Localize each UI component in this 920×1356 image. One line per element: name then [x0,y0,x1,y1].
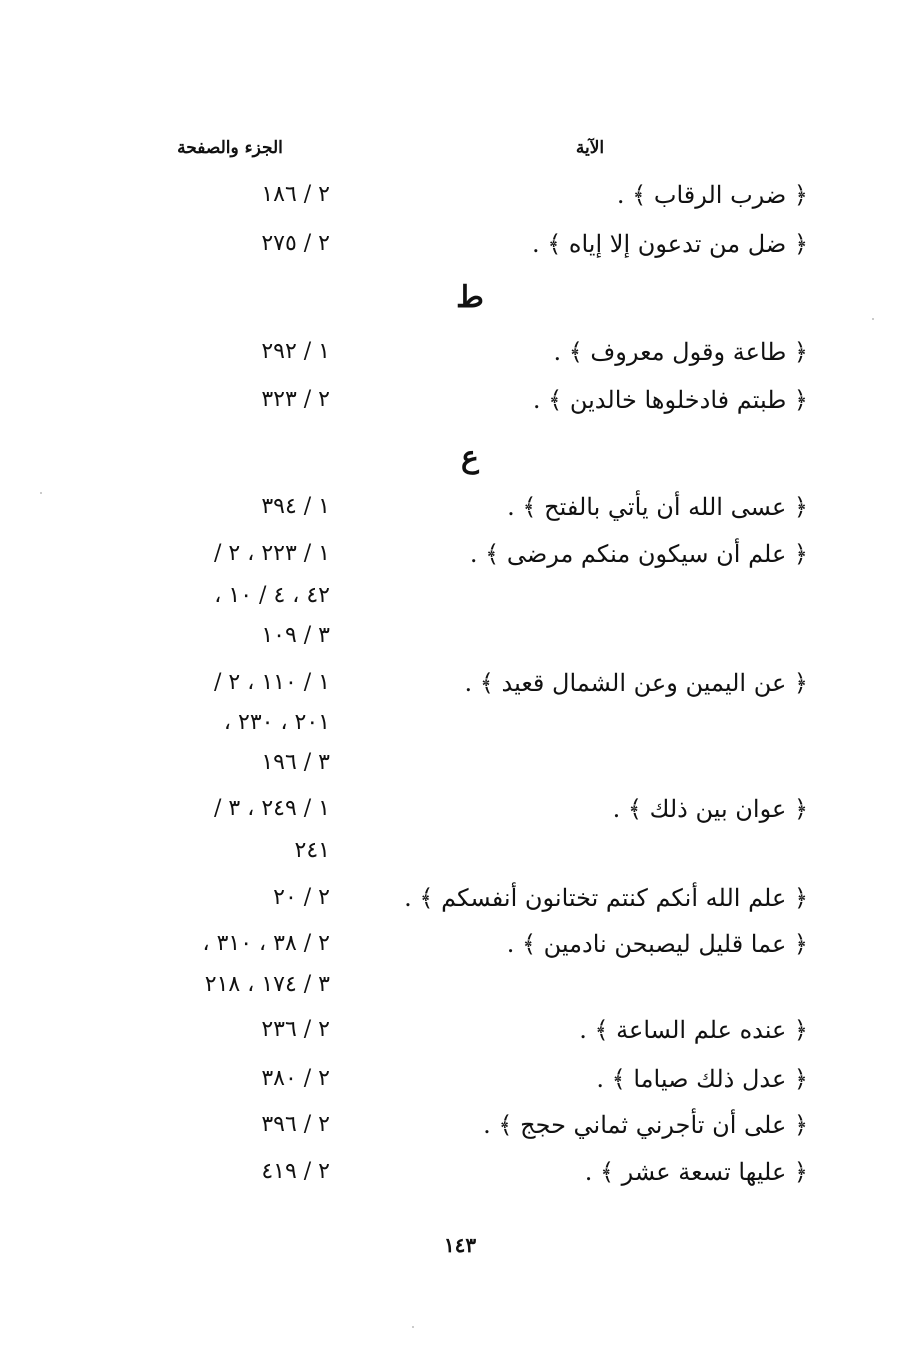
ayah-entry: ﴿ طاعة وقول معروف ﴾ . [553,338,808,366]
volume-page-ref: ٢ / ٣٩٦ [261,1112,330,1137]
ayah-entry: ﴿ عسى الله أن يأتي بالفتح ﴾ . [507,493,808,521]
ayah-entry: ﴿ عليها تسعة عشر ﴾ . [584,1158,808,1186]
ayah-entry: ﴿ عدل ذلك صياما ﴾ . [596,1065,808,1093]
ayah-entry: ﴿ علم أن سيكون منكم مرضى ﴾ . [469,540,808,568]
volume-page-ref: ٢ / ٣٢٣ [261,387,330,412]
ayah-entry: ﴿ ضرب الرقاب ﴾ . [616,181,808,209]
volume-page-ref: ٢ / ٢٧٥ [261,231,330,256]
ayah-entry: ﴿ ضل من تدعون إلا إياه ﴾ . [531,230,808,258]
section-letter: ط [456,280,484,315]
ayah-entry: ﴿ طبتم فادخلوها خالدين ﴾ . [532,386,808,414]
page-number: ١٤٣ [443,1233,477,1257]
ayah-entry: ﴿ على أن تأجرني ثماني حجج ﴾ . [483,1111,808,1139]
volume-page-ref: ٣ / ١٠٩ [261,623,330,648]
volume-page-ref: ١ / ١١٠ ، ٢ / [213,670,330,695]
volume-page-ref: ٢٠١ ، ٢٣٠ ، [223,710,330,735]
volume-page-ref: ٣ / ١٧٤ ، ٢١٨ [204,972,330,997]
column-header-ayah: الآية [575,138,605,158]
volume-page-ref: ٣ / ١٩٦ [261,750,330,775]
volume-page-ref: ٢ / ١٨٦ [261,182,330,207]
scan-speck [412,1326,414,1328]
volume-page-ref: ٤٢ ، ٤ / ١٠ ، [214,583,330,608]
ayah-entry: ﴿ عما قليل ليصبحن نادمين ﴾ . [506,930,808,958]
volume-page-ref: ١ / ٢٢٣ ، ٢ / [213,541,330,566]
volume-page-ref: ١ / ٢٤٩ ، ٣ / [213,796,330,821]
volume-page-ref: ٢٤١ [294,838,330,863]
volume-page-ref: ٢ / ٢٠ [273,885,330,910]
volume-page-ref: ٢ / ٣٨٠ [261,1066,330,1091]
section-letter: ع [461,440,479,475]
scan-speck [40,492,42,494]
ayah-entry: ﴿ عنده علم الساعة ﴾ . [579,1016,808,1044]
volume-page-ref: ١ / ٣٩٤ [261,494,330,519]
volume-page-ref: ٢ / ٤١٩ [261,1159,330,1184]
column-header-volume-page: الجزء والصفحة [177,138,283,158]
scan-speck [872,318,874,320]
volume-page-ref: ٢ / ٢٣٦ [261,1017,330,1042]
volume-page-ref: ١ / ٢٩٢ [261,339,330,364]
ayah-entry: ﴿ عن اليمين وعن الشمال قعيد ﴾ . [464,669,808,697]
ayah-entry: ﴿ عوان بين ذلك ﴾ . [612,795,808,823]
volume-page-ref: ٢ / ٣٨ ، ٣١٠ ، [202,931,330,956]
ayah-entry: ﴿ علم الله أنكم كنتم تختانون أنفسكم ﴾ . [404,884,808,912]
